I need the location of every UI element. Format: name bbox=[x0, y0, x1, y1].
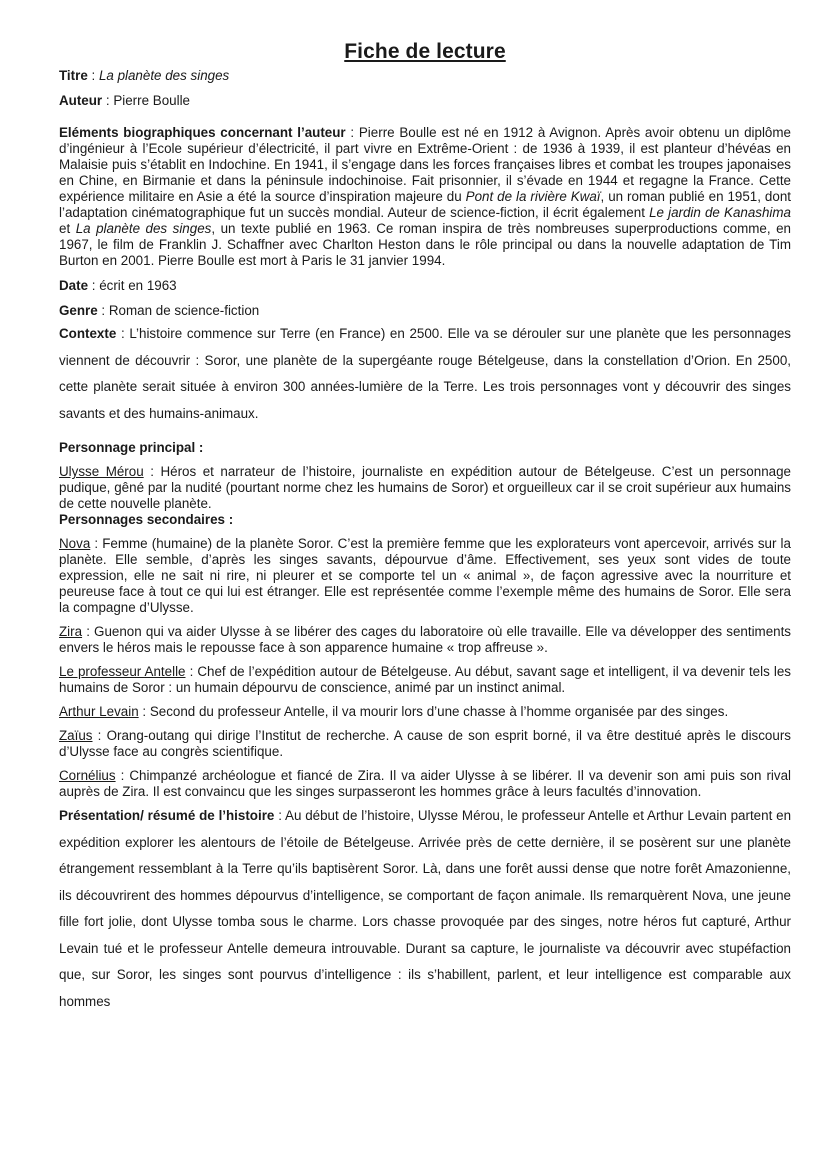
field-titre bbox=[59, 68, 791, 84]
character-description: Orang-outang qui dirige l’Institut de recherche. A cause de son esprit borné, il va être destitué après le discours d’Ulysse face au congrès scientifique. bbox=[59, 728, 791, 759]
section-text: L’histoire commence sur Terre (en France) en 2500. Elle va se dérouler sur une planète que les personnages viennent de découvrir : Soror, une planète de la supergéante rouge Bételgeuse, dans la constellation d’Orion. En 2500, cette planète serait située à environ 300 années-lumière de la Terre. Les trois personnages vont y découvrir des singes savants et des humains-animaux. bbox=[59, 326, 791, 421]
book-title: Le jardin de Kanashima bbox=[649, 205, 792, 220]
section-contexte bbox=[59, 321, 791, 427]
section-resume bbox=[59, 803, 791, 1015]
field-date bbox=[59, 278, 791, 294]
character-description: Héros et narrateur de l’histoire, journaliste en expédition autour de Bételgeuse. C’est un personnage pudique, gêné par la nudité (pourtant norme chez les humains de Soror) et orgueilleux car il se croit supérieur aux humains de cette nouvelle planète. bbox=[59, 464, 791, 511]
field-label: Auteur bbox=[59, 93, 103, 108]
separator: : bbox=[92, 728, 107, 743]
separator: : bbox=[82, 624, 95, 639]
field-label: Titre bbox=[59, 68, 88, 83]
bio-text: Pierre Boulle est né en 1912 à Avignon. Après avoir obtenu un diplôme d’ingénieur à l’Ecole supérieur d’électricité, il part vivre en Extrême-Orient : de 1936 à 1939, il est planteur d’hévéas en Malaisie puis s’établit en Indochine. En 1941, il s’engage dans les forces françaises libres et combat les troupes japonaises en Chine, en Birmanie et dans la péninsule indochinoise. Fait prisonnier, il s’évade en 1944 et regagne la France. Cette expérience militaire en Asie a été la source d’inspiration majeure du bbox=[59, 125, 791, 204]
separator: : bbox=[345, 125, 359, 140]
separator: : bbox=[88, 278, 100, 293]
section-text: Au début de l’histoire, Ulysse Mérou, le professeur Antelle et Arthur Levain partent en expédition explorer les alentours de l’étoile de Bételgeuse. Arrivée près de cette dernière, il se posèrent sur une planète étrangement ressemblant à la Terre qu’ils baptisèrent Soror. Là, dans une forêt aussi dense que notre forêt Amazonienne, ils découvrirent des hommes dépourvus d’intelligence, se comportant de façon animale. Ils remarquèrent Nova, une jeune fille fort jolie, dont Ulysse tomba sous le charme. Lors chasse provoquée par des singes, notre héros fut capturé, Arthur Levain tué et le professeur Antelle demeura introuvable. Durant sa capture, le journaliste va découvrir avec stupéfaction que, sur Soror, les singes sont pourvus d’intelligence : ils s’habillent, parlent, et leur intelligence est comparable aux hommes bbox=[59, 808, 792, 1009]
section-label: Contexte bbox=[59, 326, 117, 341]
heading-personnage-principal: Personnage principal : bbox=[59, 440, 204, 455]
character-description: Guenon qui va aider Ulysse à se libérer des cages du laboratoire où elle travaille. Elle va développer des sentiments envers le héros mais le repousse face à son apparence humaine « trop affreuse ». bbox=[59, 624, 792, 655]
separator: : bbox=[274, 808, 286, 823]
character-name: Nova bbox=[59, 536, 91, 551]
character-entry bbox=[59, 664, 791, 696]
separator: : bbox=[143, 464, 161, 479]
separator: : bbox=[185, 664, 198, 679]
separator: : bbox=[90, 536, 103, 551]
character-entry bbox=[59, 728, 791, 760]
separator: : bbox=[115, 768, 130, 783]
character-entry bbox=[59, 624, 791, 656]
book-title: La planète des singes bbox=[75, 221, 212, 236]
document-title: Fiche de lecture bbox=[344, 40, 506, 63]
character-entry bbox=[59, 704, 791, 720]
character-name: Zaïus bbox=[59, 728, 93, 743]
character-name: Arthur Levain bbox=[59, 704, 139, 719]
character-entry bbox=[59, 536, 791, 616]
character-name: Le professeur Antelle bbox=[59, 664, 186, 679]
separator: : bbox=[87, 68, 99, 83]
character-name: Zira bbox=[59, 624, 83, 639]
section-biographie bbox=[59, 125, 791, 269]
separator: : bbox=[102, 93, 114, 108]
bio-text: , un roman publié en 1951, dont l’adaptation cinématographique fut un succès mondial. Auteur de science-fiction, il écrit également bbox=[59, 189, 791, 220]
book-title: Pont de la rivière Kwaï bbox=[465, 189, 601, 204]
character-description: Second du professeur Antelle, il va mourir lors d’une chasse à l’homme organisée par des singes. bbox=[149, 704, 729, 719]
separator: : bbox=[116, 326, 130, 341]
field-genre bbox=[59, 303, 791, 319]
character-name: Cornélius bbox=[59, 768, 116, 783]
field-value: écrit en 1963 bbox=[99, 278, 177, 293]
separator: : bbox=[138, 704, 150, 719]
section-label: Présentation/ résumé de l’histoire bbox=[59, 808, 275, 823]
field-value: Roman de science-fiction bbox=[108, 303, 260, 318]
bio-text: , un texte publié en 1963. Ce roman inspira de très nombreuses superproductions comme, en 1967, le film de Franklin J. Schaffner avec Charlton Heston dans le rôle principal ou dans la nouvelle adaptation de Tim Burton en 2001. Pierre Boulle est mort à Paris le 31 janvier 1994. bbox=[59, 221, 791, 268]
character-description: Femme (humaine) de la planète Soror. C’est la première femme que les explorateurs vont apercevoir, arrivés sur la planète. Elle semble, d’après les singes savants, dépourvue d’âme. Effectivement, ses yeux sont vides de toute expression, elle ne sait ni rire, ni pleurer et se comporte tel un « animal », de façon agressive avec la nourriture et peureuse face à tout ce qui lui est étranger. Elle est représentée comme l’exemple même des humains de Soror. Elle sera la compagne d’Ulysse. bbox=[59, 536, 791, 615]
separator: : bbox=[97, 303, 109, 318]
character-entry bbox=[59, 768, 791, 800]
character-description: Chimpanzé archéologue et fiancé de Zira. Il va aider Ulysse à se libérer. Il va devenir son ami puis son rival auprès de Zira. Il est convaincu que les singes surpasseront les hommes grâce à leurs facultés d’innovation. bbox=[59, 768, 791, 799]
bio-text: et bbox=[59, 221, 76, 236]
field-label: Date bbox=[59, 278, 89, 293]
field-value: Pierre Boulle bbox=[113, 93, 190, 108]
heading-personnages-secondaires: Personnages secondaires : bbox=[59, 512, 234, 527]
character-name: Ulysse Mérou bbox=[59, 464, 144, 479]
reading-sheet-page bbox=[59, 40, 791, 1015]
field-auteur bbox=[59, 93, 791, 109]
character-entry bbox=[59, 464, 791, 512]
field-value: La planète des singes bbox=[98, 68, 230, 83]
section-label: Eléments biographiques concernant l’auteur bbox=[59, 125, 346, 140]
field-label: Genre bbox=[59, 303, 98, 318]
character-description: Chef de l’expédition autour de Bételgeuse. Au début, savant sage et intelligent, il va devenir tels les humains de Soror : un humain dépourvu de conscience, animé par un instinct animal. bbox=[59, 664, 791, 695]
